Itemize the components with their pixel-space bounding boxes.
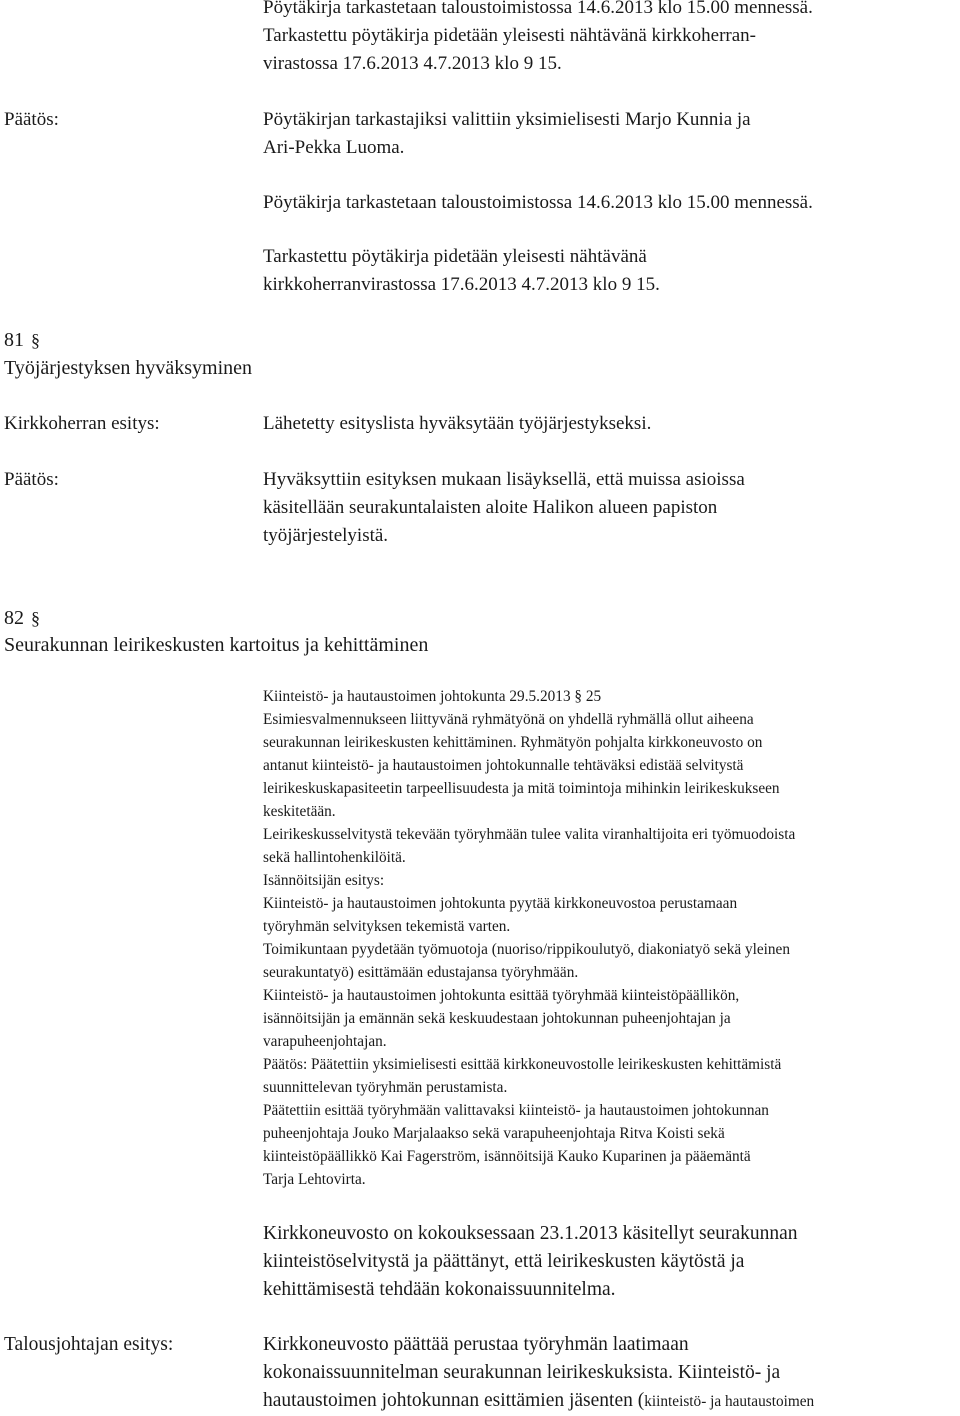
finance-line: Kirkkoneuvosto päättää perustaa työryhmän laatimaan [263,1334,689,1355]
top-line-3: virastossa 17.6.2013 4.7.2013 klo 9 15. [263,53,562,74]
small-line: Toimikuntaan pyydetään työmuotoja (nuoriso/rippikoulutyö, diakoniatyö sekä yleinen [263,941,790,958]
finance-label: Talousjohtajan esitys: [4,1334,174,1355]
small-line: kiinteistöpäällikkö Kai Fagerström, isännöitsijä Kauko Kuparinen ja pääemäntä [263,1148,751,1165]
section-81-decision-line-2: käsitellään seurakuntalaisten aloite Halikon alueen papiston [263,497,718,518]
section-81-title: Työjärjestyksen hyväksyminen [4,357,252,379]
small-line: Tarja Lehtovirta. [263,1171,366,1188]
top-line-1: Pöytäkirja tarkastetaan taloustoimistossa 14.6.2013 klo 15.00 mennessä. [263,0,813,18]
proposal-label: Kirkkoherran esitys: [4,413,160,434]
small-line: antanut kiinteistö- ja hautaustoimen johtokunnalle tehtäväksi edistää selvitystä [263,757,744,774]
small-line: työryhmän selvityksen tekemistä varten. [263,918,511,935]
small-line: sekä hallintohenkilöitä. [263,849,406,866]
context-line: Kirkkoneuvosto on kokouksessaan 23.1.2013 käsitellyt seurakunnan [263,1223,798,1244]
small-line: puheenjohtaja Jouko Marjalaakso sekä varapuheenjohtaja Ritva Koisti sekä [263,1125,725,1142]
small-line: suunnittelevan työryhmän perustamista. [263,1079,508,1096]
section-sign-icon: § [31,608,40,628]
small-line: Päätös: Päätettiin yksimielisesti esittää kirkkoneuvostolle leirikeskusten kehittämistä [263,1056,782,1073]
small-line: Kiinteistö- ja hautaustoimen johtokunta 29.5.2013 § 25 [263,688,602,705]
proposal-text: Lähetetty esityslista hyväksytään työjärjestykseksi. [263,413,652,434]
section-82-number-text: 82 [4,607,24,629]
small-line: leirikeskuskapasiteetin tarpeellisuudesta ja mitä toimintoja mihinkin leirikeskukseen [263,780,780,797]
finance-last-small: kiinteistö- ja hautaustoimen [644,1393,815,1410]
decision-line-2: Ari-Pekka Luoma. [263,137,405,158]
finance-last-main: hautaustoimen johtokunnan esittämien jäsenten ( [263,1390,645,1411]
section-81-decision-label: Päätös: [4,469,59,490]
small-line: Leirikeskusselvitystä tekevään työryhmään tulee valita viranhaltijoita eri työmuodoista [263,826,796,843]
display-line-2: kirkkoherranvirastossa 17.6.2013 4.7.2013 klo 9 15. [263,274,660,295]
context-line: kehittämisestä tehdään kokonaissuunnitelma. [263,1279,616,1300]
decision-line-1: Pöytäkirjan tarkastajiksi valittiin yksimielisesti Marjo Kunnia ja [263,109,751,130]
section-81-number-text: 81 [4,329,24,351]
small-line: Päätettiin esittää työryhmään valittavaksi kiinteistö- ja hautaustoimen johtokunnan [263,1102,769,1119]
section-81-decision-line-3: työjärjestelyistä. [263,525,389,546]
section-sign-icon: § [31,330,40,350]
small-line: seurakunnan leirikeskusten kehittäminen. Ryhmätyön pohjalta kirkkoneuvosto on [263,734,763,751]
display-line-1: Tarkastettu pöytäkirja pidetään yleisesti nähtävänä [263,246,647,267]
finance-line: kokonaissuunnitelman seurakunnan leirikeskuksista. Kiinteistö- ja [263,1362,781,1383]
small-line: keskitetään. [263,803,336,820]
context-line: kiinteistöselvitystä ja päättänyt, että leirikeskusten käytöstä ja [263,1251,745,1272]
small-line: seurakuntatyö) esittämään edustajansa työryhmään. [263,964,579,981]
section-81-decision-line-1: Hyväksyttiin esityksen mukaan lisäyksellä, että muissa asioissa [263,469,745,490]
small-line: varapuheenjohtajan. [263,1033,387,1050]
section-82-number [4,605,40,632]
finance-line-last [263,1387,814,1416]
decision-label: Päätös: [4,109,59,130]
small-line: Esimiesvalmennukseen liittyvänä ryhmätyönä on yhdellä ryhmällä ollut aiheena [263,711,754,728]
small-line: Isännöitsijän esitys: [263,872,385,889]
check-line: Pöytäkirja tarkastetaan taloustoimistossa 14.6.2013 klo 15.00 mennessä. [263,192,813,213]
section-82-title: Seurakunnan leirikeskusten kartoitus ja kehittäminen [4,634,429,656]
section-81-number [4,327,40,354]
small-line: Kiinteistö- ja hautaustoimen johtokunta esittää työryhmää kiinteistöpäällikön, [263,987,740,1004]
small-line: Kiinteistö- ja hautaustoimen johtokunta pyytää kirkkoneuvostoa perustamaan [263,895,738,912]
top-line-2: Tarkastettu pöytäkirja pidetään yleisesti nähtävänä kirkkoherran- [263,25,757,46]
small-line: isännöitsijän ja emännän sekä keskuudestaan johtokunnan puheenjohtajan ja [263,1010,731,1027]
